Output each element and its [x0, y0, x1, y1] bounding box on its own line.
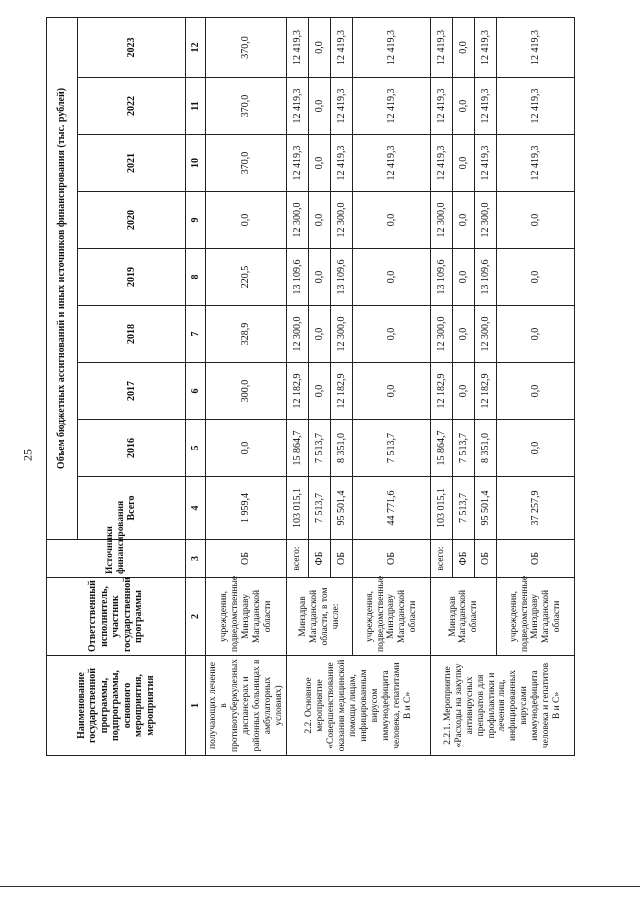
cell-value: 0,0 — [497, 192, 575, 249]
table-row — [431, 17, 453, 755]
cell-value: 12 300,0 — [431, 306, 453, 363]
cell-value: 12 182,9 — [287, 363, 309, 420]
cell-value: 12 419,3 — [431, 135, 453, 192]
cell-value: 0,0 — [453, 306, 475, 363]
row-executor: Минздрав Магаданской области, в том числе: — [287, 578, 353, 656]
cell-value: 328,9 — [206, 306, 287, 363]
cell-value: 103 015,1 — [287, 477, 309, 540]
cell-value: 13 109,6 — [331, 249, 353, 306]
cell-value: 7 513,7 — [309, 420, 331, 477]
cell-value: 44 771,6 — [353, 477, 431, 540]
cell-value: 8 351,0 — [475, 420, 497, 477]
column-number: 3 — [186, 540, 206, 578]
header-year: 2021 — [78, 135, 186, 192]
column-number: 11 — [186, 78, 206, 135]
cell-value: 0,0 — [309, 363, 331, 420]
row-name: 2.2. Основное мероприятие «Совершенствование оказания медицинской помощи лицам, инфицированным вирусом иммунодефицита человека, гепатитами В и С» — [287, 656, 431, 756]
cell-value: 0,0 — [353, 306, 431, 363]
column-number: 4 — [186, 477, 206, 540]
cell-value: 12 300,0 — [287, 192, 309, 249]
column-number: 6 — [186, 363, 206, 420]
cell-value: 0,0 — [309, 249, 331, 306]
cell-value: 13 109,6 — [287, 249, 309, 306]
cell-value: 0,0 — [497, 420, 575, 477]
row-source: всего: — [287, 540, 309, 578]
cell-value: 1 959,4 — [206, 477, 287, 540]
cell-value: 7 513,7 — [453, 420, 475, 477]
column-number: 7 — [186, 306, 206, 363]
column-number: 1 — [186, 656, 206, 756]
header-total: Всего — [78, 477, 186, 540]
cell-value: 0,0 — [206, 192, 287, 249]
header-year: 2023 — [78, 17, 186, 77]
row-name: 2.2.1. Мероприятие «Расходы на закупку антивирусных препаратов для профилактики и лечения лиц, инфицированных вирусами иммунодефицита человека и гепатитов В и С» — [431, 656, 575, 756]
header-year: 2019 — [78, 249, 186, 306]
cell-value: 0,0 — [309, 78, 331, 135]
cell-value: 12 419,3 — [475, 17, 497, 77]
column-number: 8 — [186, 249, 206, 306]
cell-value: 0,0 — [453, 135, 475, 192]
cell-value: 12 419,3 — [475, 78, 497, 135]
table-row — [287, 17, 309, 755]
table-row — [353, 17, 431, 755]
cell-value: 12 419,3 — [497, 135, 575, 192]
cell-value: 0,0 — [353, 249, 431, 306]
cell-value: 0,0 — [309, 306, 331, 363]
cell-value: 12 419,3 — [353, 17, 431, 77]
cell-value: 0,0 — [309, 135, 331, 192]
cell-value: 15 864,7 — [287, 420, 309, 477]
row-name: получающих лечение в противотуберкулезных диспансерах и районных больницах в амбулаторных условиях) — [206, 656, 287, 756]
row-source: ОБ — [331, 540, 353, 578]
cell-value: 13 109,6 — [475, 249, 497, 306]
row-executor: учреждения, подведомственные Минздраву Магаданской области — [206, 578, 287, 656]
row-executor: учреждения, подведомственные Минздраву Магаданской области — [497, 578, 575, 656]
cell-value: 8 351,0 — [331, 420, 353, 477]
cell-value: 12 419,3 — [331, 17, 353, 77]
cell-value: 12 300,0 — [475, 306, 497, 363]
header-name: Наименование государственной программы, подпрограммы, основного мероприятия, мероприятия — [47, 656, 186, 756]
cell-value: 12 419,3 — [331, 78, 353, 135]
cell-value: 12 419,3 — [287, 78, 309, 135]
row-executor: учреждения, подведомственные Минздраву Магаданской области — [353, 578, 431, 656]
header-budget-group: Объем бюджетных ассигнований и иных источников финансирования (тыс. рублей) — [47, 17, 78, 539]
cell-value: 12 300,0 — [287, 306, 309, 363]
cell-value: 12 419,3 — [497, 78, 575, 135]
table-row — [206, 17, 287, 755]
cell-value: 370,0 — [206, 135, 287, 192]
cell-value: 95 501,4 — [331, 477, 353, 540]
cell-value: 0,0 — [353, 192, 431, 249]
header-executor: Ответственный исполнитель, участник государственной программы — [47, 578, 186, 656]
cell-value: 0,0 — [497, 306, 575, 363]
header-year: 2018 — [78, 306, 186, 363]
cell-value: 0,0 — [353, 363, 431, 420]
table-row — [497, 17, 575, 755]
column-number: 9 — [186, 192, 206, 249]
cell-value: 12 419,3 — [475, 135, 497, 192]
cell-value: 103 015,1 — [431, 477, 453, 540]
column-number: 12 — [186, 17, 206, 77]
cell-value: 0,0 — [497, 249, 575, 306]
page-bottom-rule — [0, 886, 640, 887]
cell-value: 0,0 — [453, 192, 475, 249]
header-source: Источники финансирования — [47, 540, 186, 578]
header-year: 2020 — [78, 192, 186, 249]
cell-value: 300,0 — [206, 363, 287, 420]
cell-value: 0,0 — [453, 249, 475, 306]
column-number: 2 — [186, 578, 206, 656]
cell-value: 0,0 — [453, 363, 475, 420]
cell-value: 12 419,3 — [353, 135, 431, 192]
cell-value: 12 182,9 — [331, 363, 353, 420]
page-number: 25 — [20, 449, 35, 461]
header-year: 2022 — [78, 78, 186, 135]
cell-value: 370,0 — [206, 78, 287, 135]
cell-value: 0,0 — [309, 17, 331, 77]
row-source: ОБ — [206, 540, 287, 578]
cell-value: 95 501,4 — [475, 477, 497, 540]
cell-value: 7 513,7 — [453, 477, 475, 540]
cell-value: 7 513,7 — [309, 477, 331, 540]
cell-value: 12 419,3 — [287, 17, 309, 77]
cell-value: 13 109,6 — [431, 249, 453, 306]
row-source: ОБ — [353, 540, 431, 578]
column-number: 10 — [186, 135, 206, 192]
cell-value: 12 300,0 — [431, 192, 453, 249]
cell-value: 12 182,9 — [475, 363, 497, 420]
cell-value: 12 419,3 — [431, 17, 453, 77]
row-source: ФБ — [453, 540, 475, 578]
cell-value: 12 419,3 — [287, 135, 309, 192]
row-source: ОБ — [497, 540, 575, 578]
cell-value: 37 257,9 — [497, 477, 575, 540]
financing-table — [46, 17, 575, 756]
rotated-page — [46, 21, 588, 756]
cell-value: 12 300,0 — [475, 192, 497, 249]
cell-value: 12 419,3 — [497, 17, 575, 77]
cell-value: 0,0 — [453, 17, 475, 77]
cell-value: 7 513,7 — [353, 420, 431, 477]
cell-value: 0,0 — [497, 363, 575, 420]
cell-value: 12 419,3 — [331, 135, 353, 192]
cell-value: 0,0 — [309, 192, 331, 249]
row-source: ОБ — [475, 540, 497, 578]
cell-value: 220,5 — [206, 249, 287, 306]
row-executor: Минздрав Магаданской области — [431, 578, 497, 656]
row-source: ФБ — [309, 540, 331, 578]
cell-value: 12 419,3 — [353, 78, 431, 135]
header-year: 2017 — [78, 363, 186, 420]
cell-value: 12 419,3 — [431, 78, 453, 135]
row-source: всего: — [431, 540, 453, 578]
cell-value: 370,0 — [206, 17, 287, 77]
cell-value: 12 300,0 — [331, 192, 353, 249]
column-number: 5 — [186, 420, 206, 477]
cell-value: 12 300,0 — [331, 306, 353, 363]
cell-value: 0,0 — [206, 420, 287, 477]
cell-value: 12 182,9 — [431, 363, 453, 420]
cell-value: 15 864,7 — [431, 420, 453, 477]
header-year: 2016 — [78, 420, 186, 477]
cell-value: 0,0 — [453, 78, 475, 135]
